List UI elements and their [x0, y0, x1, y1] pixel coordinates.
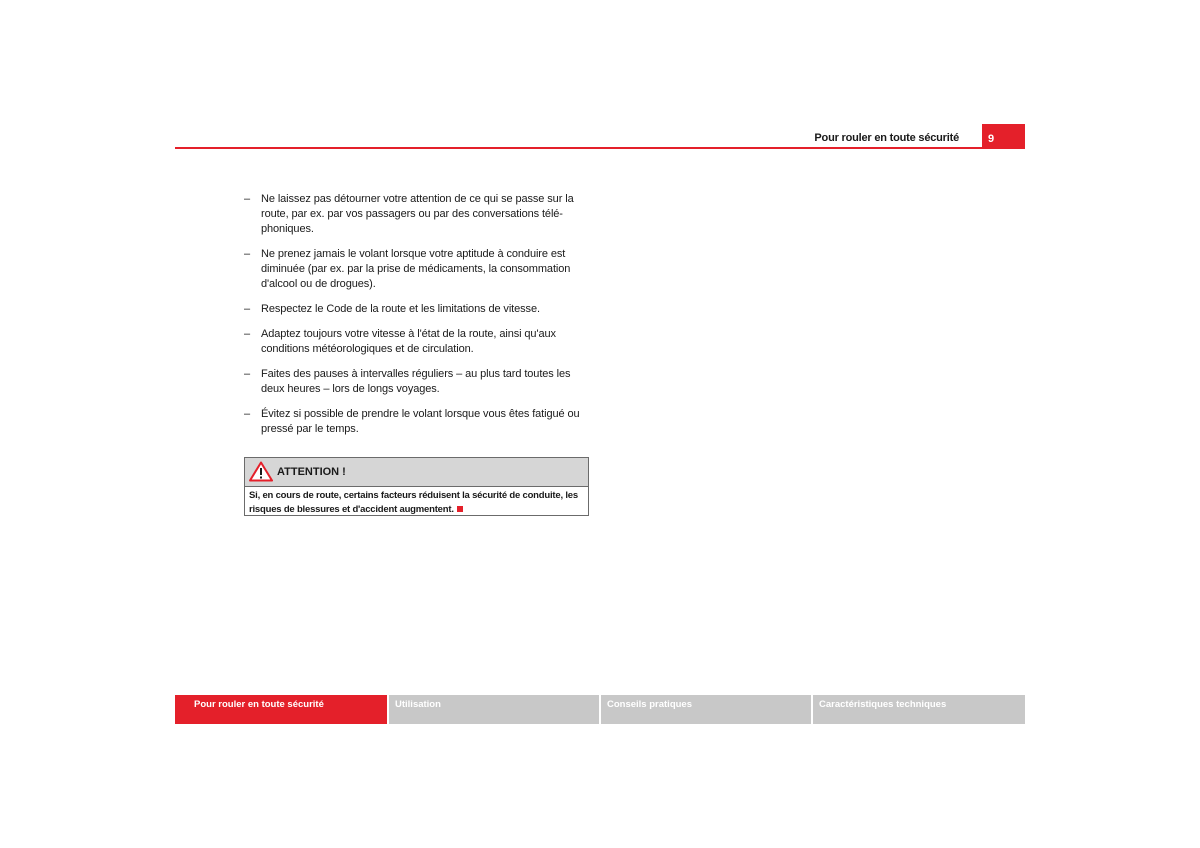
- page-number-box: [982, 124, 1025, 149]
- list-item-text: Ne prenez jamais le volant lorsque votre aptitude à conduire est diminuée (par ex. par la prise de médicaments, la consommation d'alcool ou de drogues).: [261, 248, 571, 290]
- warning-title: ATTENTION !: [277, 466, 346, 478]
- tab-label: Utilisation: [395, 699, 441, 710]
- tab-pour-rouler-en-toute-securite[interactable]: [175, 695, 387, 724]
- body-content: [244, 192, 590, 447]
- list-item: [244, 367, 590, 397]
- list-item-text: Évitez si possible de prendre le volant lorsque vous êtes fatigué ou pressé par le temps.: [261, 408, 580, 435]
- end-of-section-marker: [457, 506, 463, 512]
- warning-triangle-icon: [249, 461, 273, 482]
- warning-text: Si, en cours de route, certains facteurs réduisent la sécurité de conduite, les risques de blessures et d'accident augmentent.: [249, 490, 578, 515]
- list-item-text: Faites des pauses à intervalles réguliers – au plus tard toutes les deux heures – lors de longs voyages.: [261, 368, 571, 395]
- dash-bullet: –: [244, 248, 251, 260]
- list-item: [244, 247, 590, 292]
- safety-list: [244, 192, 590, 437]
- list-item-text: Ne laissez pas détourner votre attention de ce qui se passe sur la route, par ex. par vos passagers ou par des conversations télé-phoniques.: [261, 193, 574, 235]
- tab-conseils-pratiques[interactable]: [601, 695, 811, 724]
- page-number: 9: [988, 133, 995, 145]
- header-rule: [175, 147, 1025, 149]
- tab-utilisation[interactable]: [389, 695, 599, 724]
- dash-bullet: –: [244, 303, 251, 315]
- tab-label: Conseils pratiques: [607, 699, 692, 710]
- list-item: [244, 302, 590, 317]
- list-item: [244, 407, 590, 437]
- tab-caracteristiques-techniques[interactable]: [813, 695, 1025, 724]
- warning-body: [245, 487, 588, 517]
- list-item: [244, 327, 590, 357]
- tab-label: Pour rouler en toute sécurité: [194, 699, 324, 710]
- list-item-text: Respectez le Code de la route et les limitations de vitesse.: [261, 303, 540, 315]
- list-item-text: Adaptez toujours votre vitesse à l'état de la route, ainsi qu'aux conditions météorologiques et de circulation.: [261, 328, 556, 355]
- dash-bullet: –: [244, 328, 251, 340]
- footer-nav: [175, 695, 1025, 724]
- dash-bullet: –: [244, 408, 251, 420]
- tab-label: Caractéristiques techniques: [819, 699, 947, 710]
- warning-header: [245, 458, 588, 487]
- dash-bullet: –: [244, 368, 251, 380]
- dash-bullet: –: [244, 193, 251, 205]
- section-title: Pour rouler en toute sécurité: [814, 132, 959, 144]
- list-item: [244, 192, 590, 237]
- warning-box: [244, 457, 589, 516]
